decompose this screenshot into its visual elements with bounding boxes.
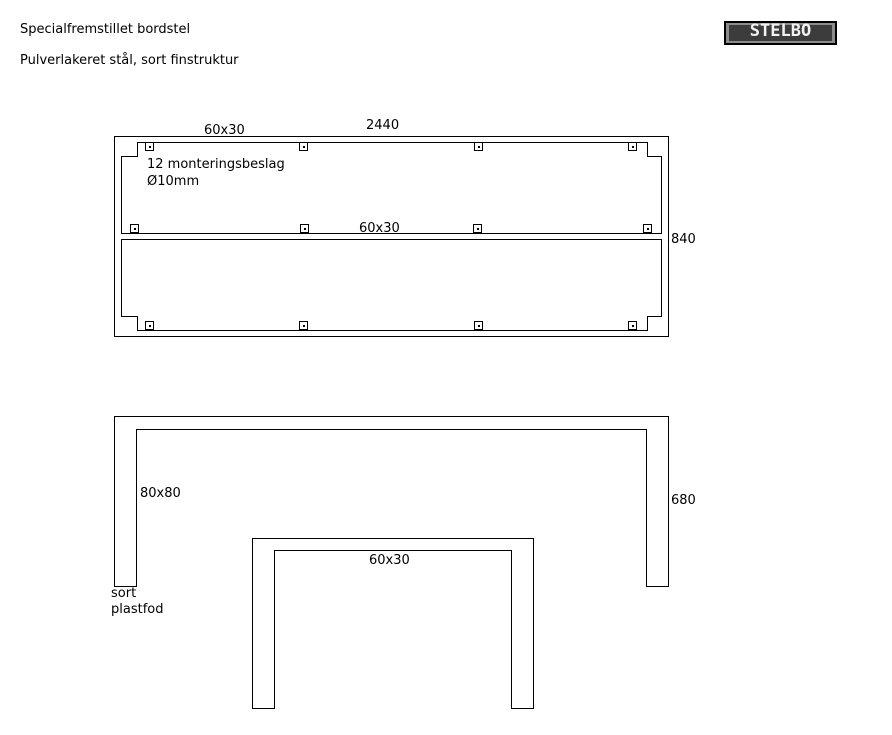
foot-note-line1: sort xyxy=(111,586,137,601)
bracket-hole xyxy=(647,228,649,230)
bracket-note-line1: 12 monteringsbeslag xyxy=(147,157,285,172)
drawing-title: Specialfremstillet bordstel xyxy=(20,22,191,37)
bracket-hole xyxy=(632,146,634,148)
profile-mid-label: 60x30 xyxy=(359,221,400,236)
bracket-hole xyxy=(149,325,151,327)
profile-top-label: 60x30 xyxy=(204,123,245,138)
drawing-subtitle: Pulverlakeret stål, sort finstruktur xyxy=(20,53,239,68)
foot-note-line2: plastfod xyxy=(111,602,164,617)
bracket-hole xyxy=(478,146,480,148)
bracket-hole xyxy=(477,228,479,230)
logo-text: STELBO xyxy=(749,21,812,41)
length-dimension: 2440 xyxy=(366,118,400,133)
height-dimension: 680 xyxy=(671,493,696,508)
bracket-hole xyxy=(134,228,136,230)
bracket-hole xyxy=(303,146,305,148)
bracket-note-line2: Ø10mm xyxy=(147,174,200,189)
frame-lower-panel xyxy=(122,240,662,331)
bracket-holes xyxy=(134,146,649,327)
width-dimension: 840 xyxy=(671,232,696,247)
bracket-hole xyxy=(632,325,634,327)
bracket-hole xyxy=(149,146,151,148)
leg-profile-label: 80x80 xyxy=(140,486,181,501)
bracket-hole xyxy=(304,228,306,230)
bracket-hole xyxy=(478,325,480,327)
bracket-hole xyxy=(303,325,305,327)
end-profile-label: 60x30 xyxy=(369,553,410,568)
